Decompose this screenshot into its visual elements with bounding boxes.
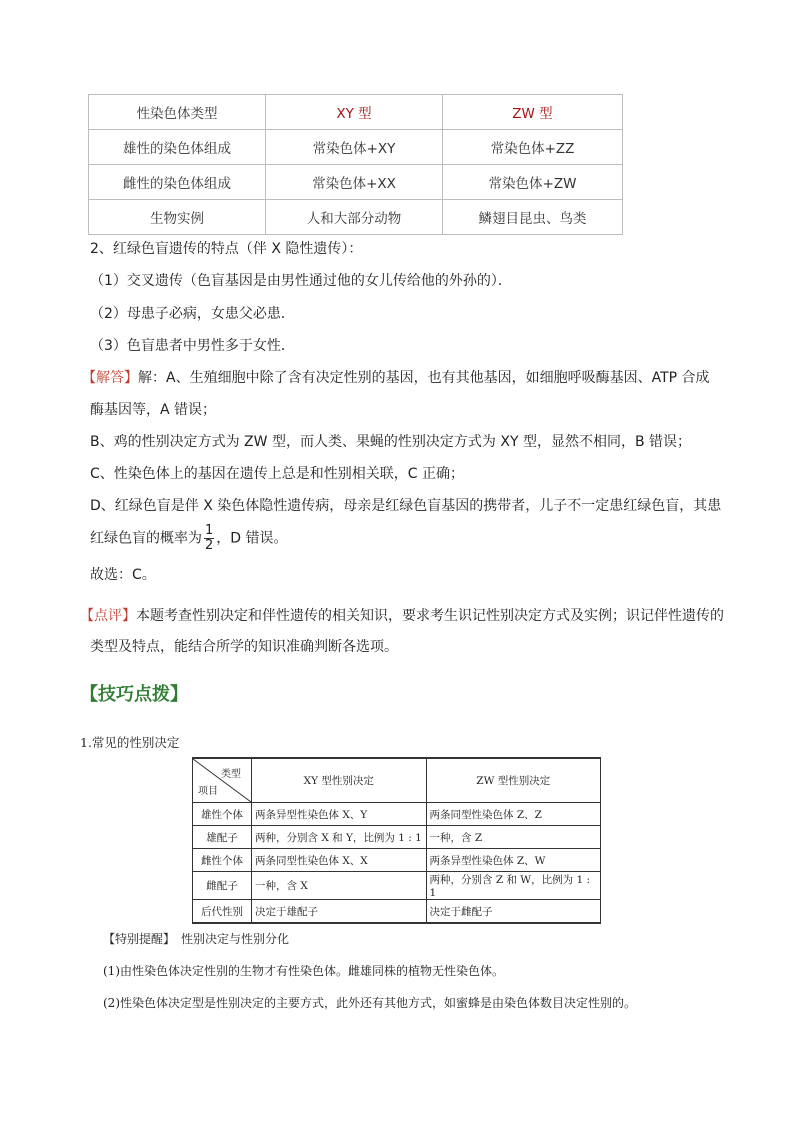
table-cell: 两条同型性染色体 Z、Z — [426, 803, 601, 826]
answer-text: 红绿色盲的概率为 — [90, 530, 202, 547]
fraction-denominator: 2 — [205, 538, 214, 553]
points-title: 2、红绿色盲遗传的特点（伴 X 隐性遗传）： — [90, 241, 363, 257]
fraction-numerator: 1 — [205, 523, 214, 538]
comment-line: 类型及特点，能结合所学的知识准确判断各选项。 — [90, 639, 398, 655]
column-header: XY 型性别决定 — [252, 758, 427, 803]
table-row — [193, 803, 601, 826]
diag-bottom-label: 项目 — [198, 786, 218, 797]
answer-text: ，D 错误。 — [216, 530, 288, 547]
section-heading: 【技巧点拨】 — [80, 684, 188, 705]
table-row — [193, 872, 601, 900]
answer-choice: 故选：C。 — [90, 567, 156, 583]
table-cell: 性染色体类型 — [89, 95, 266, 130]
subheading: 1.常见的性别决定 — [80, 735, 180, 750]
row-header: 雌配子 — [193, 872, 252, 900]
table-cell: 雌性的染色体组成 — [89, 165, 266, 200]
chromosome-type-table — [88, 94, 623, 235]
table-cell: 两条异型性染色体 X、Y — [252, 803, 427, 826]
table-row — [193, 900, 601, 924]
table-row — [193, 826, 601, 849]
row-header: 后代性别 — [193, 900, 252, 924]
reminder-title: 【特别提醒】 性别决定与性别分化 — [103, 932, 290, 946]
table-cell: 常染色体+XY — [266, 130, 443, 165]
table-cell: 雄性的染色体组成 — [89, 130, 266, 165]
answer-line: D、红绿色盲是伴 X 染色体隐性遗传病，母亲是红绿色盲基因的携带者，儿子不一定患红绿色盲，其患 — [90, 498, 722, 514]
diag-top-label: 类型 — [221, 769, 241, 780]
table-cell: 常染色体+ZZ — [443, 130, 623, 165]
answer-text: 解：A、生殖细胞中除了含有决定性别的基因，也有其他基因，如细胞呼吸酶基因、ATP 合成 — [138, 370, 710, 386]
table-cell: 决定于雌配子 — [426, 900, 601, 924]
diagonal-header-cell — [193, 758, 252, 803]
reminder-item: (2)性染色体决定型是性别决定的主要方式，此外还有其他方式，如蜜蜂是由染色体数目决定性别的。 — [103, 996, 637, 1010]
sex-determination-table — [192, 757, 601, 924]
answer-line — [90, 524, 288, 553]
point-item: （1）交叉遗传（色盲基因是由男性通过他的女儿传给他的外孙的）． — [90, 273, 512, 289]
row-header: 雄性个体 — [193, 803, 252, 826]
table-row — [193, 849, 601, 872]
table-cell: 生物实例 — [89, 200, 266, 235]
table-cell: 常染色体+ZW — [443, 165, 623, 200]
reminder-item: (1)由性染色体决定性别的生物才有性染色体。雌雄同株的植物无性染色体。 — [103, 964, 505, 978]
comment-line — [80, 606, 724, 626]
fraction — [204, 524, 214, 553]
row-header: 雌性个体 — [193, 849, 252, 872]
comment-label: 【点评】 — [80, 608, 136, 624]
table-cell: 两条同型性染色体 X、X — [252, 849, 427, 872]
table-cell: 人和大部分动物 — [266, 200, 443, 235]
table-cell: 两条异型性染色体 Z、W — [426, 849, 601, 872]
answer-line: C、性染色体上的基因在遗传上总是和性别相关联，C 正确； — [90, 466, 464, 482]
column-header: ZW 型性别决定 — [426, 758, 601, 803]
table-row — [89, 95, 623, 130]
answer-label: 【解答】 — [82, 370, 138, 386]
table-cell: XY 型 — [266, 95, 443, 130]
table-row — [193, 758, 601, 803]
point-item: （2）母患子必病，女患父必患． — [90, 306, 295, 322]
table-cell: 鳞翅目昆虫、鸟类 — [443, 200, 623, 235]
comment-text: 本题考查性别决定和伴性遗传的相关知识，要求考生识记性别决定方式及实例；识记伴性遗传的 — [136, 608, 724, 624]
table-cell: ZW 型 — [443, 95, 623, 130]
answer-line — [82, 368, 710, 388]
table-row — [89, 130, 623, 165]
table-cell: 两种，分别含 Z 和 W，比例为 1 : 1 — [426, 872, 601, 900]
table-cell: 常染色体+XX — [266, 165, 443, 200]
table-row — [89, 200, 623, 235]
table-cell: 决定于雄配子 — [252, 900, 427, 924]
answer-line: B、鸡的性别决定方式为 ZW 型，而人类、果蝇的性别决定方式为 XY 型，显然不相同，B 错误； — [90, 434, 692, 450]
table-cell: 一种，含 X — [252, 872, 427, 900]
table-row — [89, 165, 623, 200]
table-cell: 两种，分别含 X 和 Y，比例为 1 : 1 — [252, 826, 427, 849]
table-cell: 一种，含 Z — [426, 826, 601, 849]
point-item: （3）色盲患者中男性多于女性． — [90, 338, 295, 354]
row-header: 雄配子 — [193, 826, 252, 849]
answer-line: 酶基因等，A 错误； — [90, 402, 217, 418]
